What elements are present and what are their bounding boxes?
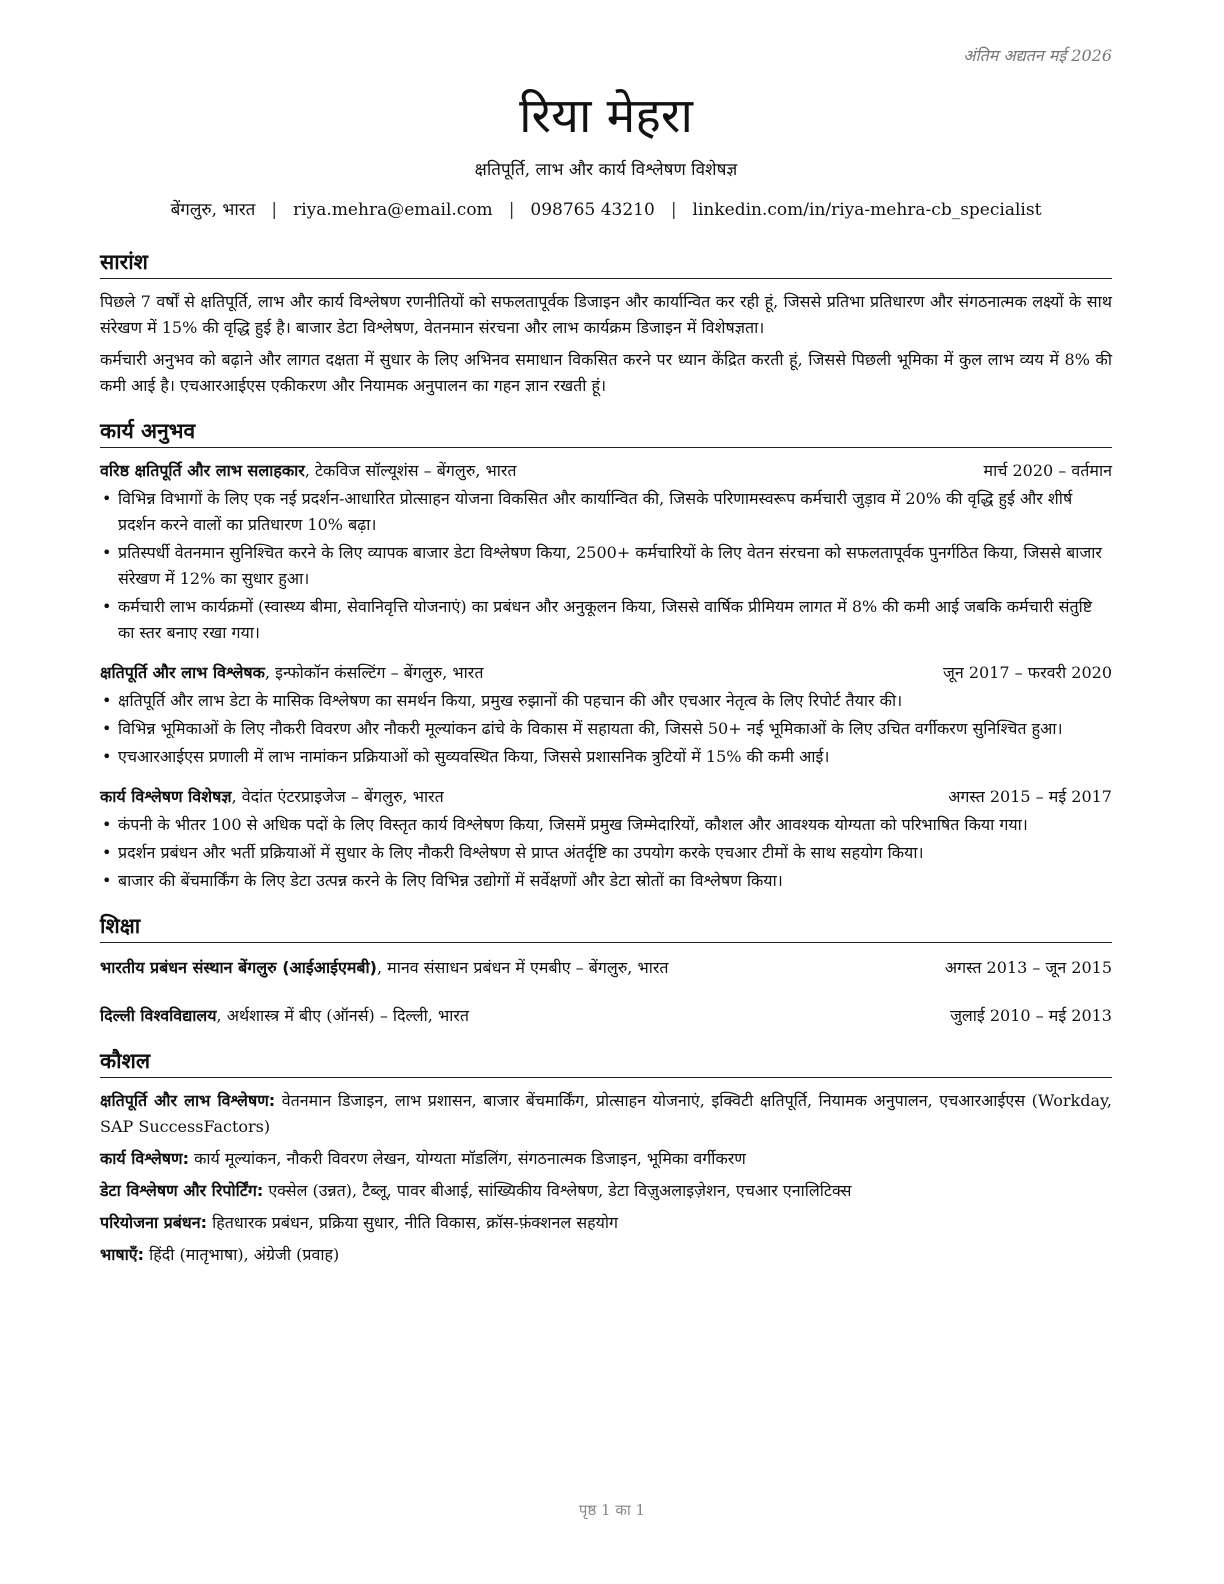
- section-title-education: शिक्षा: [100, 912, 1112, 943]
- linkedin-link[interactable]: linkedin.com/in/riya-mehra-cb_specialist: [692, 200, 1042, 220]
- list-item: • क्षतिपूर्ति और लाभ डेटा के मासिक विश्लेषण का समर्थन किया, प्रमुख रुझानों की पहचान की और एचआर नेतृत्व के लिए रिपोर्ट तैयार की।: [100, 688, 1112, 714]
- section-title-experience: कार्य अनुभव: [100, 417, 1112, 448]
- page-number: पृष्ठ 1 का 1: [578, 1501, 646, 1519]
- contact-line: [100, 198, 1112, 222]
- job-header: [100, 660, 1112, 686]
- job-bullets: [100, 486, 1112, 646]
- candidate-title: क्षतिपूर्ति, लाभ और कार्य विश्लेषण विशेषज्ञ: [474, 160, 738, 180]
- separator: |: [670, 200, 677, 220]
- skill-label: कार्य विश्लेषण:: [100, 1149, 189, 1168]
- list-item: • विभिन्न विभागों के लिए एक नई प्रदर्शन-आधारित प्रोत्साहन योजना विकसित और कार्यान्वित की, जिसके परिणामस्वरूप कर्मचारी जुड़ाव में 20% की वृद्धि हुई और शीर्ष प्रदर्शन करने वालों का प्रतिधारण 10% बढ़ा।: [100, 486, 1112, 538]
- skill-value: हितधारक प्रबंधन, प्रक्रिया सुधार, नीति विकास, क्रॉस-फ़ंक्शनल सहयोग: [207, 1213, 619, 1232]
- job-org: , वेदांत एंटरप्राइजेज – बेंगलुरु, भारत: [231, 787, 444, 806]
- summary-paragraph: कर्मचारी अनुभव को बढ़ाने और लागत दक्षता में सुधार के लिए अभिनव समाधान विकसित करने पर ध्यान केंद्रित करती हूं, जिससे पिछली भूमिका में कुल लाभ व्यय में 8% की कमी आई है। एचआरआईएस एकीकरण और नियामक अनुपालन का गहन ज्ञान रखती हूं।: [100, 350, 1112, 395]
- job-role: क्षतिपूर्ति और लाभ विश्लेषक: [100, 663, 265, 682]
- separator: |: [271, 200, 278, 220]
- job-entry: [100, 660, 1112, 770]
- job-org: , इन्फोकॉन कंसल्टिंग – बेंगलुरु, भारत: [264, 663, 484, 682]
- list-item: • विभिन्न भूमिकाओं के लिए नौकरी विवरण और नौकरी मूल्यांकन ढांचे के विकास में सहायता की, जिससे 50+ नई भूमिकाओं के लिए उचित वर्गीकरण सुनिश्चित हुआ।: [100, 716, 1112, 742]
- job-bullets: [100, 812, 1112, 894]
- skill-label: क्षतिपूर्ति और लाभ विश्लेषण:: [100, 1091, 276, 1110]
- location: बेंगलुरु, भारत: [170, 200, 256, 220]
- education-detail: , अर्थशास्त्र में बीए (ऑनर्स) – दिल्ली, भारत: [216, 1006, 469, 1025]
- job-dates: जून 2017 – फरवरी 2020: [943, 663, 1112, 682]
- job-role: कार्य विश्लेषण विशेषज्ञ: [100, 787, 232, 806]
- skill-line: [100, 1146, 1112, 1172]
- job-dates: अगस्त 2015 – मई 2017: [948, 787, 1112, 806]
- skill-value: कार्य मूल्यांकन, नौकरी विवरण लेखन, योग्यता मॉडलिंग, संगठनात्मक डिजाइन, भूमिका वर्गीकरण: [188, 1149, 746, 1168]
- separator: |: [508, 200, 515, 220]
- skill-line: [100, 1242, 1112, 1268]
- phone-number: 098765 43210: [530, 200, 655, 220]
- list-item: • बाजार की बेंचमार्किंग के लिए डेटा उत्पन्न करने के लिए विभिन्न उद्योगों में सर्वेक्षणों और डेटा स्रोतों का विश्लेषण किया।: [100, 868, 1112, 894]
- education-entry: [100, 955, 1112, 981]
- skill-value: एक्सेल (उन्नत), टैब्लू, पावर बीआई, सांख्यिकीय विश्लेषण, डेटा विज़ुअलाइज़ेशन, एचआर एनालिटिक्स: [263, 1181, 852, 1200]
- skill-value: वेतनमान डिजाइन, लाभ प्रशासन, बाजार बेंचमार्किंग, प्रोत्साहन योजनाएं, इक्विटी क्षतिपूर्ति, नियामक अनुपालन, एचआरआईएस (Workday, SAP SuccessFactors): [100, 1091, 1112, 1136]
- skill-value: हिंदी (मातृभाषा), अंग्रेजी (प्रवाह): [144, 1245, 340, 1264]
- skill-label: डेटा विश्लेषण और रिपोर्टिंग:: [100, 1181, 264, 1200]
- job-entry: [100, 784, 1112, 894]
- job-org: , टेकविज सॉल्यूशंस – बेंगलुरु, भारत: [304, 461, 517, 480]
- job-entry: [100, 458, 1112, 646]
- list-item: • एचआरआईएस प्रणाली में लाभ नामांकन प्रक्रियाओं को सुव्यवस्थित किया, जिससे प्रशासनिक त्रुटियों में 15% की कमी आई।: [100, 744, 1112, 770]
- list-item: • कर्मचारी लाभ कार्यक्रमों (स्वास्थ्य बीमा, सेवानिवृत्ति योजनाएं) का प्रबंधन और अनुकूलन किया, जिससे वार्षिक प्रीमियम लागत में 8% की कमी आई जबकि कर्मचारी संतुष्टि का स्तर बनाए रखा गया।: [100, 594, 1112, 646]
- section-title-summary: सारांश: [100, 248, 1112, 279]
- job-header: [100, 784, 1112, 810]
- list-item: • प्रदर्शन प्रबंधन और भर्ती प्रक्रियाओं में सुधार के लिए नौकरी विश्लेषण से प्राप्त अंतर्दृष्टि का उपयोग करके एचआर टीमों के साथ सहयोग किया।: [100, 840, 1112, 866]
- job-bullets: [100, 688, 1112, 770]
- job-header: [100, 458, 1112, 484]
- education-dates: अगस्त 2013 – जून 2015: [944, 958, 1112, 977]
- education-dates: जुलाई 2010 – मई 2013: [950, 1006, 1112, 1025]
- education-institution: भारतीय प्रबंधन संस्थान बेंगलुरु (आईआईएमबी): [100, 958, 377, 977]
- candidate-name: रिया मेहरा: [519, 88, 693, 144]
- skill-label: परियोजना प्रबंधन:: [100, 1213, 208, 1232]
- skill-line: [100, 1088, 1112, 1140]
- education-entry: [100, 1003, 1112, 1029]
- list-item: • कंपनी के भीतर 100 से अधिक पदों के लिए विस्तृत कार्य विश्लेषण किया, जिसमें प्रमुख जिम्मेदारियों, कौशल और आवश्यक योग्यता को परिभाषित किया गया।: [100, 812, 1112, 838]
- email-link[interactable]: riya.mehra@email.com: [293, 200, 493, 220]
- education-institution: दिल्ली विश्वविद्यालय: [100, 1006, 217, 1025]
- education-detail: , मानव संसाधन प्रबंधन में एमबीए – बेंगलुरु, भारत: [377, 958, 669, 977]
- job-dates: मार्च 2020 – वर्तमान: [983, 461, 1112, 480]
- section-title-skills: कौशल: [100, 1047, 1112, 1078]
- list-item: • प्रतिस्पर्धी वेतनमान सुनिश्चित करने के लिए व्यापक बाजार डेटा विश्लेषण किया, 2500+ कर्मचारियों के लिए वेतन संरचना को सफलतापूर्वक पुनर्गठित किया, जिससे बाजार संरेखण में 12% का सुधार हुआ।: [100, 540, 1112, 592]
- resume-page: [100, 0, 1112, 1274]
- last-updated: अंतिम अद्यतन मई 2026: [963, 46, 1112, 65]
- job-role: वरिष्ठ क्षतिपूर्ति और लाभ सलाहकार: [100, 461, 305, 480]
- skill-label: भाषाएँ:: [100, 1245, 145, 1264]
- summary-paragraph: पिछले 7 वर्षों से क्षतिपूर्ति, लाभ और कार्य विश्लेषण रणनीतियों को सफलतापूर्वक डिजाइन और कार्यान्वित कर रही हूं, जिससे प्रतिभा प्रतिधारण और संगठनात्मक लक्ष्यों के साथ संरेखण में 15% की वृद्धि हुई है। बाजार डेटा विश्लेषण, वेतनमान संरचना और लाभ कार्यक्रम डिजाइन में विशेषज्ञता।: [100, 292, 1112, 337]
- skill-line: [100, 1178, 1112, 1204]
- skill-line: [100, 1210, 1112, 1236]
